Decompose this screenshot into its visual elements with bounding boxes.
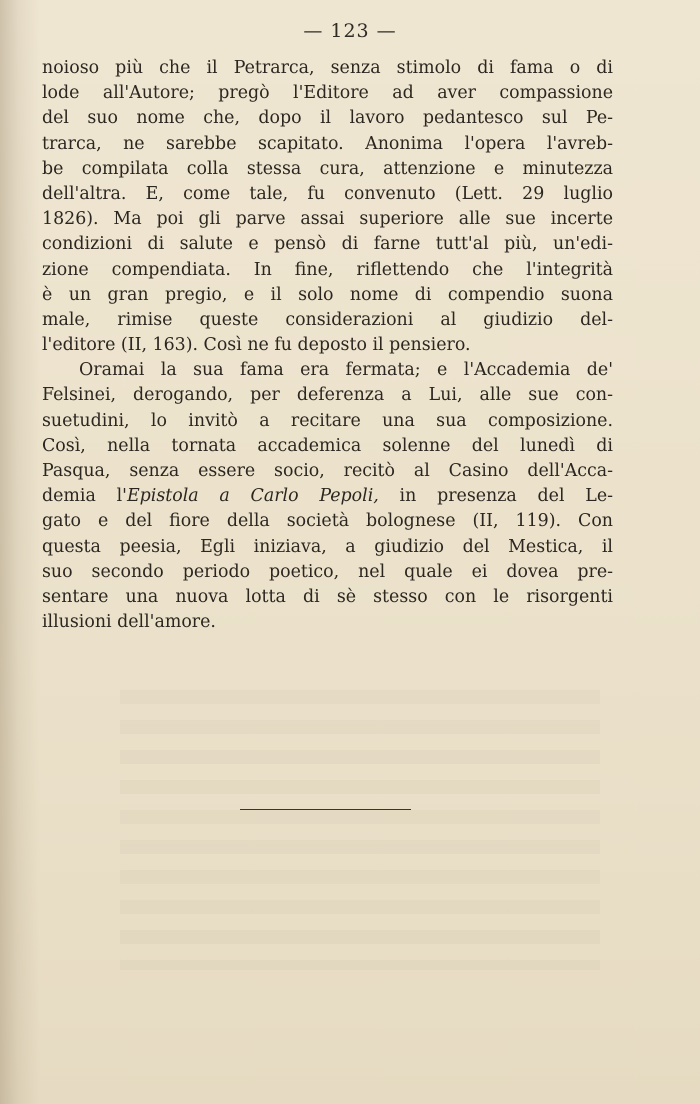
section-divider-rule — [240, 809, 411, 810]
text-line: Oramai la sua fama era fermata; e l'Accademia de' — [79, 360, 613, 381]
text-line: l'editore (II, 163). Così ne fu deposto il pensiero. — [42, 335, 471, 356]
text-line: 1826). Ma poi gli parve assai superiore alle sue incerte — [42, 209, 613, 230]
text-line: lode all'Autore; pregò l'Editore ad aver compassione — [42, 83, 613, 104]
text-line: gato e del fiore della società bolognese (II, 119). Con — [42, 511, 613, 532]
text-line: noioso più che il Petrarca, senza stimolo di fama o di — [42, 58, 613, 78]
text-line: Pasqua, senza essere socio, recitò al Casino dell'Acca- — [42, 461, 613, 481]
text-line: suo secondo periodo poetico, nel quale ei dovea pre- — [42, 561, 613, 582]
text-line: condizioni di salute e pensò di farne tutt'al più, un'edi- — [42, 234, 613, 255]
text-line: questa peesia, Egli iniziava, a giudizio del Mestica, il — [42, 536, 613, 557]
text-line: è un gran pregio, e il solo nome di compendio suona — [42, 284, 613, 305]
text-line-with-title — [42, 484, 613, 509]
text-line: sentare una nuova lotta di sè stesso con le risorgenti — [42, 586, 613, 607]
page-number: — 123 — — [303, 20, 397, 42]
work-title: Epistola a Carlo Pepoli, — [126, 486, 379, 507]
body-text — [42, 56, 613, 635]
text-line: male, rimise queste considerazioni al giudizio del- — [42, 309, 613, 330]
text-line: del suo nome che, dopo il lavoro pedantesco sul Pe- — [42, 108, 613, 129]
bleed-through-texture — [120, 690, 600, 970]
paragraph-1 — [42, 56, 613, 358]
text-line: be compilata colla stessa cura, attenzione e minutezza — [42, 158, 613, 179]
text-fragment: demia l' — [42, 486, 127, 507]
text-line: illusioni dell'amore. — [42, 612, 216, 633]
text-line: dell'altra. E, come tale, fu convenuto (Lett. 29 luglio — [42, 183, 613, 204]
text-fragment: in presenza del Le- — [378, 486, 613, 507]
text-line: trarca, ne sarebbe scapitato. Anonima l'opera l'avreb- — [42, 133, 613, 154]
paragraph-2 — [42, 358, 613, 635]
text-line: zione compendiata. In fine, riflettendo che l'integrità — [42, 259, 613, 280]
text-line: suetudini, lo invitò a recitare una sua composizione. — [42, 410, 613, 431]
text-line: Così, nella tornata accademica solenne del lunedì di — [42, 435, 613, 456]
text-line: Felsinei, derogando, per deferenza a Lui, alle sue con- — [42, 385, 613, 406]
